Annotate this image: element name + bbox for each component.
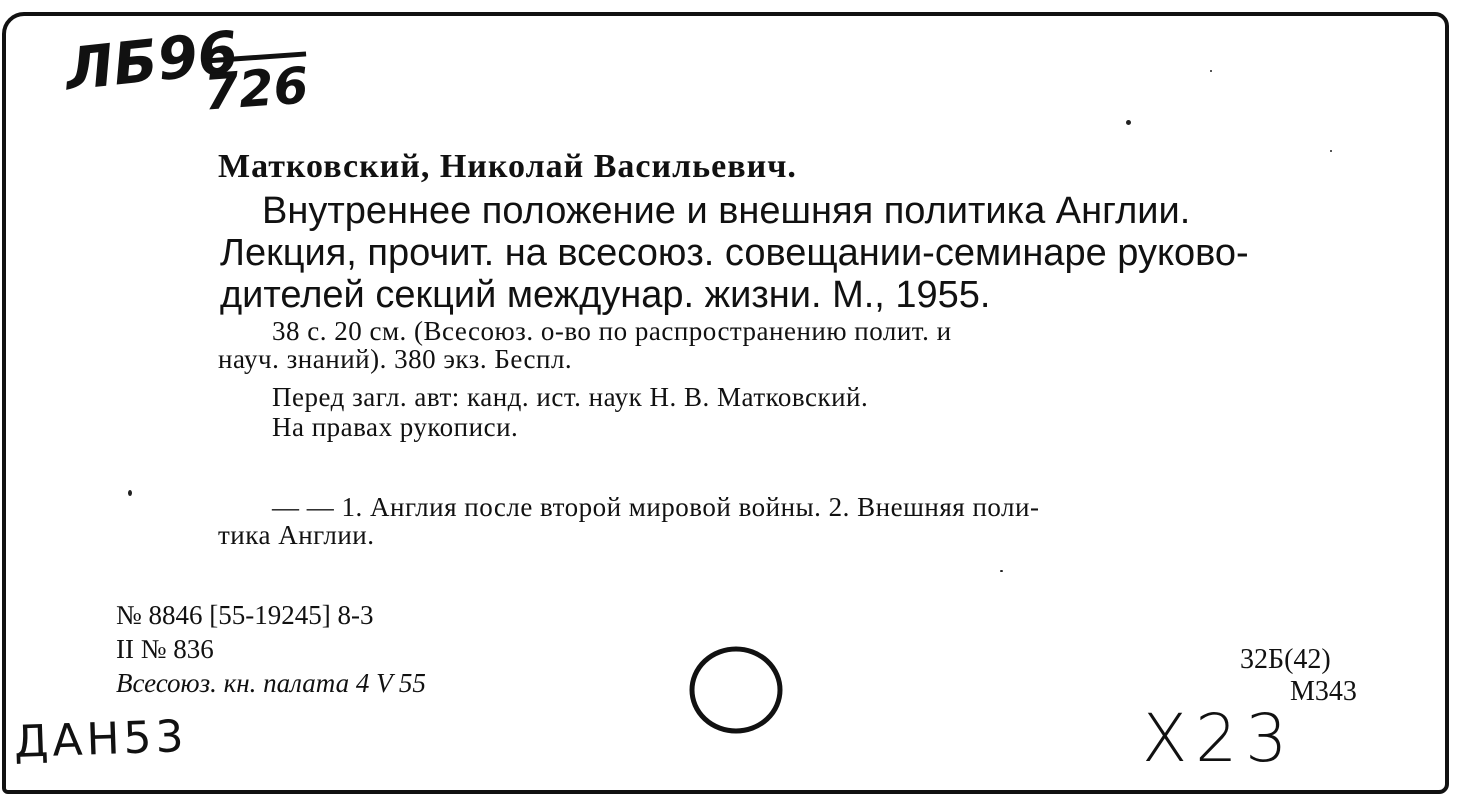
handwritten-bottom-right: Х23 [1142,700,1296,777]
title-line-3: дителей секций междунар. жизни. М., 1955. [220,274,991,316]
scan-speck [1126,120,1131,125]
subject-headings-line-2: тика Англии. [218,520,375,550]
scan-speck [1000,570,1003,572]
note-manuscript-rights: На правах рукописи. [272,412,519,442]
subject-headings-line-1: — — 1. Англия после второй мировой войны. 2. Внешняя поли- [272,492,1040,522]
handwritten-bottom-left: ДАН53 [13,710,189,769]
author-mark: М343 [1290,676,1357,707]
collation-line-2: науч. знаний). 380 экз. Беспл. [218,344,573,374]
classification-code: 32Б(42) [1240,644,1331,675]
scan-speck [128,490,132,496]
book-chamber-imprint: Всесоюз. кн. палата 4 V 55 [116,668,426,698]
scan-speck [1330,150,1332,152]
registration-number: № 8846 [55-19245] 8-3 [116,600,374,630]
collation-line-1: 38 с. 20 см. (Всесоюз. о-во по распространению полит. и [272,316,952,346]
handwritten-shelf-mark-sub: 726 [202,56,311,122]
author-heading: Матковский, Николай Васильевич. [218,148,797,185]
title-line-1: Внутреннее положение и внешняя политика Англии. [262,190,1191,232]
title-line-2: Лекция, прочит. на всесоюз. совещании-семинаре руково- [220,232,1249,274]
handwritten-shelf-mark: ЛБ96 [62,17,242,104]
scan-speck [1210,70,1212,72]
note-author-credential: Перед загл. авт: канд. ист. наук Н. В. Матковский. [272,382,869,412]
registration-secondary-number: II № 836 [116,634,214,664]
card-punch-hole [688,644,784,736]
